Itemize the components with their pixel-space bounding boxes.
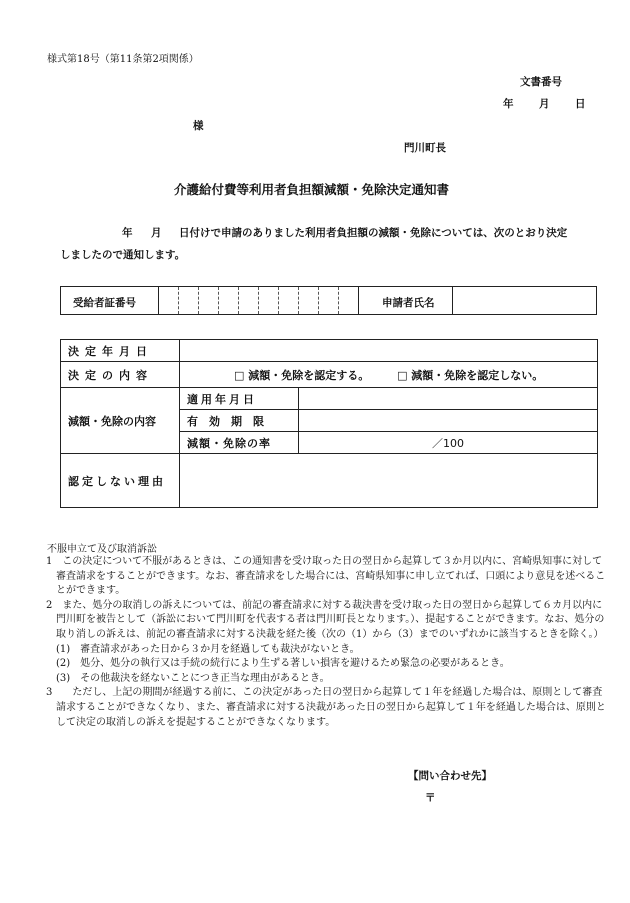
apply-date-value bbox=[299, 388, 598, 410]
addressee-suffix: 様 bbox=[193, 120, 204, 132]
decision-date-label: 決定年月日 bbox=[61, 340, 180, 362]
option-deny: □ 減額・免除を認定しない。 bbox=[397, 368, 544, 382]
rate-value: ／100 bbox=[299, 432, 598, 454]
date-year: 年 bbox=[503, 98, 514, 110]
date-day: 日 bbox=[575, 98, 586, 110]
note-3: 3 ただし、上記の期間が経過する前に、この決定があった日の翌日から起算して１年を経過した場合は、原則として審査請求することができなくなり、また、審査請求に対する決裁があった日の翌日から起算して１年を経過した場合は、原則として決定の取消しの訴えを提起することができなくなります。 bbox=[46, 687, 606, 728]
note-2-item-1: (1) 審査請求があった日から３か月を経過しても裁決がないとき。 bbox=[56, 643, 360, 655]
validity-value bbox=[299, 410, 598, 432]
option-approve: □ 減額・免除を認定する。 bbox=[234, 368, 370, 382]
note-2-item-2: (2) 処分、処分の執行又は手続の続行により生ずる著しい損害を避けるため緊急の必要があるとき。 bbox=[56, 658, 510, 670]
intro-line1: 日付けで申請のありました利用者負担額の減額・免除については、次のとおり決定 bbox=[179, 227, 568, 239]
decision-content-options bbox=[180, 362, 598, 388]
reason-value bbox=[180, 454, 598, 508]
applicant-table bbox=[60, 286, 597, 315]
note-1: 1 この決定について不服があるときは、この通知書を受け取った日の翌日から起算して３か月以内に、宮崎県知事に対して審査請求をすることができます。なお、審査請求をした場合には、宮崎県知事に申し立てれば、口頭により意見を述べることができます。 bbox=[46, 556, 606, 597]
validity-label: 有効期限 bbox=[180, 410, 299, 432]
form-number: 様式第18号（第11条第2項関係） bbox=[47, 54, 199, 65]
notes-heading: 不服申立て及び取消訴訟 bbox=[47, 544, 157, 555]
note-2: 2 また、処分の取消しの訴えについては、前記の審査請求に対する裁決書を受け取った日の翌日から起算して６カ月以内に門川町を被告として（訴訟において門川町を代表する者は門川町長となります。）、提起することができます。なお、処分の取り消しの訴えは、前記の審査請求に対する決裁を経た後（次の（1）から（3）までのいずれかに該当するときを除く。） bbox=[46, 599, 605, 640]
intro-month: 月 bbox=[151, 227, 162, 239]
applicant-name-label: 申請者氏名 bbox=[382, 297, 435, 309]
decision-date-value bbox=[180, 340, 598, 362]
notes-body bbox=[46, 555, 606, 730]
postal-mark: 〒 bbox=[425, 792, 436, 804]
page-title: 介護給付費等利用者負担額減額・免除決定通知書 bbox=[174, 182, 450, 197]
apply-date-label: 適用年月日 bbox=[180, 388, 299, 410]
rate-label: 減額・免除の率 bbox=[180, 432, 299, 454]
issuer: 門川町長 bbox=[404, 142, 446, 154]
reason-label: 認定しない理由 bbox=[61, 454, 180, 508]
intro-line2: しましたので通知します。 bbox=[60, 249, 186, 261]
date-month: 月 bbox=[539, 98, 550, 110]
cert-number-label: 受給者証番号 bbox=[73, 297, 136, 309]
reduction-content-label: 減額・免除の内容 bbox=[61, 388, 180, 454]
intro-year: 年 bbox=[122, 227, 133, 239]
decision-content-label: 決定の内容 bbox=[61, 362, 180, 388]
note-2-item-3: (3) その他裁決を経ないことにつき正当な理由があるとき。 bbox=[56, 672, 330, 684]
document-number-label: 文書番号 bbox=[520, 76, 562, 88]
contact-label: 【問い合わせ先】 bbox=[408, 770, 492, 782]
decision-table bbox=[60, 339, 598, 508]
